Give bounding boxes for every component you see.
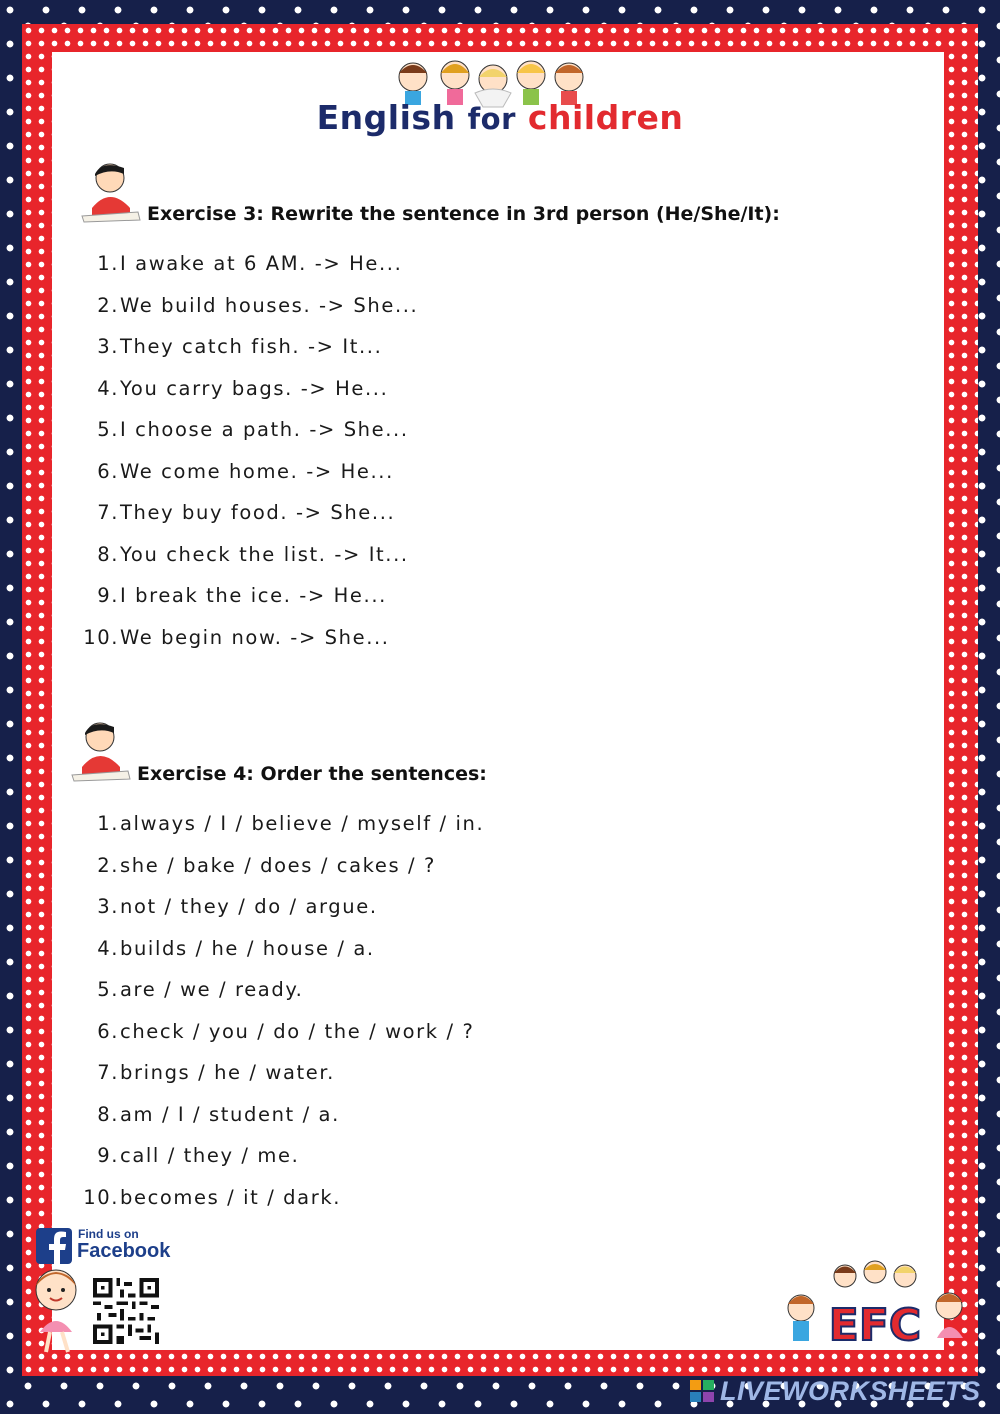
- list-item: [82, 1011, 484, 1053]
- efc-logo: [775, 1258, 975, 1358]
- list-item: [82, 969, 484, 1011]
- list-item: [82, 617, 418, 659]
- item-text: We build houses. -> She...: [120, 293, 419, 317]
- title-word-for: for: [467, 102, 516, 136]
- item-text: They buy food. -> She...: [120, 501, 396, 524]
- item-number: 1.: [97, 252, 119, 275]
- list-item: [82, 1177, 484, 1219]
- exercise3-list: [82, 243, 418, 658]
- item-number: 5.: [97, 978, 119, 1001]
- item-number: 2.: [97, 853, 119, 877]
- facebook-find-us-text: Find us on: [78, 1227, 139, 1241]
- item-number: 1.: [97, 812, 119, 835]
- item-number: 7.: [97, 501, 119, 524]
- item-text: builds / he / house / a.: [120, 936, 375, 960]
- item-text: am / I / student / a.: [120, 1102, 340, 1126]
- title-word-english: English: [316, 98, 456, 137]
- item-text: I break the ice. -> He...: [120, 584, 387, 607]
- list-item: [82, 243, 418, 285]
- liveworksheets-watermark: [690, 1376, 990, 1406]
- girl-dancing-illustration: [20, 1262, 92, 1358]
- boy-writing-icon: [68, 717, 132, 783]
- list-item: [82, 451, 418, 493]
- list-item: [82, 803, 484, 845]
- list-item: [82, 845, 484, 887]
- liveworksheets-icon: [690, 1380, 714, 1402]
- list-item: [82, 575, 418, 617]
- item-text: I awake at 6 AM. -> He...: [120, 252, 403, 275]
- facebook-badge[interactable]: [36, 1226, 186, 1266]
- item-text: brings / he / water.: [120, 1061, 335, 1084]
- list-item: [82, 1052, 484, 1094]
- facebook-name-text: Facebook: [77, 1240, 171, 1262]
- list-item: [82, 492, 418, 534]
- item-number: 3.: [97, 335, 119, 358]
- list-item: [82, 326, 418, 368]
- item-text: You carry bags. -> He...: [120, 376, 389, 400]
- item-number: 9.: [97, 584, 119, 607]
- page-title: [0, 98, 1000, 137]
- item-number: 9.: [97, 1144, 119, 1167]
- item-number: 8.: [97, 542, 119, 566]
- list-item: [82, 1135, 484, 1177]
- list-item: [82, 409, 418, 451]
- list-item: [82, 534, 418, 576]
- item-number: 4.: [97, 376, 119, 400]
- efc-logo-text: EFC: [828, 1300, 922, 1351]
- item-text: You check the list. -> It...: [120, 542, 409, 566]
- item-text: I choose a path. -> She...: [120, 418, 409, 441]
- boy-writing-icon: [78, 158, 142, 224]
- title-word-children: children: [527, 98, 684, 137]
- item-number: 8.: [97, 1102, 119, 1126]
- list-item: [82, 928, 484, 970]
- list-item: [82, 1094, 484, 1136]
- liveworksheets-text: LIVEWORKSHEETS: [720, 1376, 981, 1406]
- item-number: 10.: [83, 625, 119, 649]
- item-text: becomes / it / dark.: [120, 1185, 342, 1209]
- list-item: [82, 886, 484, 928]
- item-number: 6.: [97, 459, 119, 483]
- item-text: not / they / do / argue.: [120, 895, 378, 918]
- qr-code[interactable]: [92, 1278, 160, 1344]
- list-item: [82, 285, 418, 327]
- item-text: check / you / do / the / work / ?: [120, 1019, 475, 1043]
- exercise3-heading: Exercise 3: Rewrite the sentence in 3rd person (He/She/It):: [147, 203, 780, 225]
- facebook-icon: [36, 1228, 72, 1264]
- item-text: call / they / me.: [120, 1144, 300, 1167]
- item-text: she / bake / does / cakes / ?: [120, 853, 436, 877]
- item-text: We begin now. -> She...: [120, 625, 390, 649]
- item-number: 4.: [97, 936, 119, 960]
- item-text: always / I / believe / myself / in.: [120, 812, 485, 835]
- item-text: They catch fish. -> It...: [120, 335, 383, 358]
- item-text: are / we / ready.: [120, 978, 304, 1001]
- item-number: 3.: [97, 895, 119, 918]
- item-number: 2.: [97, 293, 119, 317]
- item-number: 5.: [97, 418, 119, 441]
- item-number: 7.: [97, 1061, 119, 1084]
- list-item: [82, 368, 418, 410]
- item-number: 10.: [83, 1185, 119, 1209]
- item-text: We come home. -> He...: [120, 459, 394, 483]
- exercise4-heading: Exercise 4: Order the sentences:: [137, 763, 487, 785]
- item-number: 6.: [97, 1019, 119, 1043]
- exercise4-list: [82, 803, 484, 1218]
